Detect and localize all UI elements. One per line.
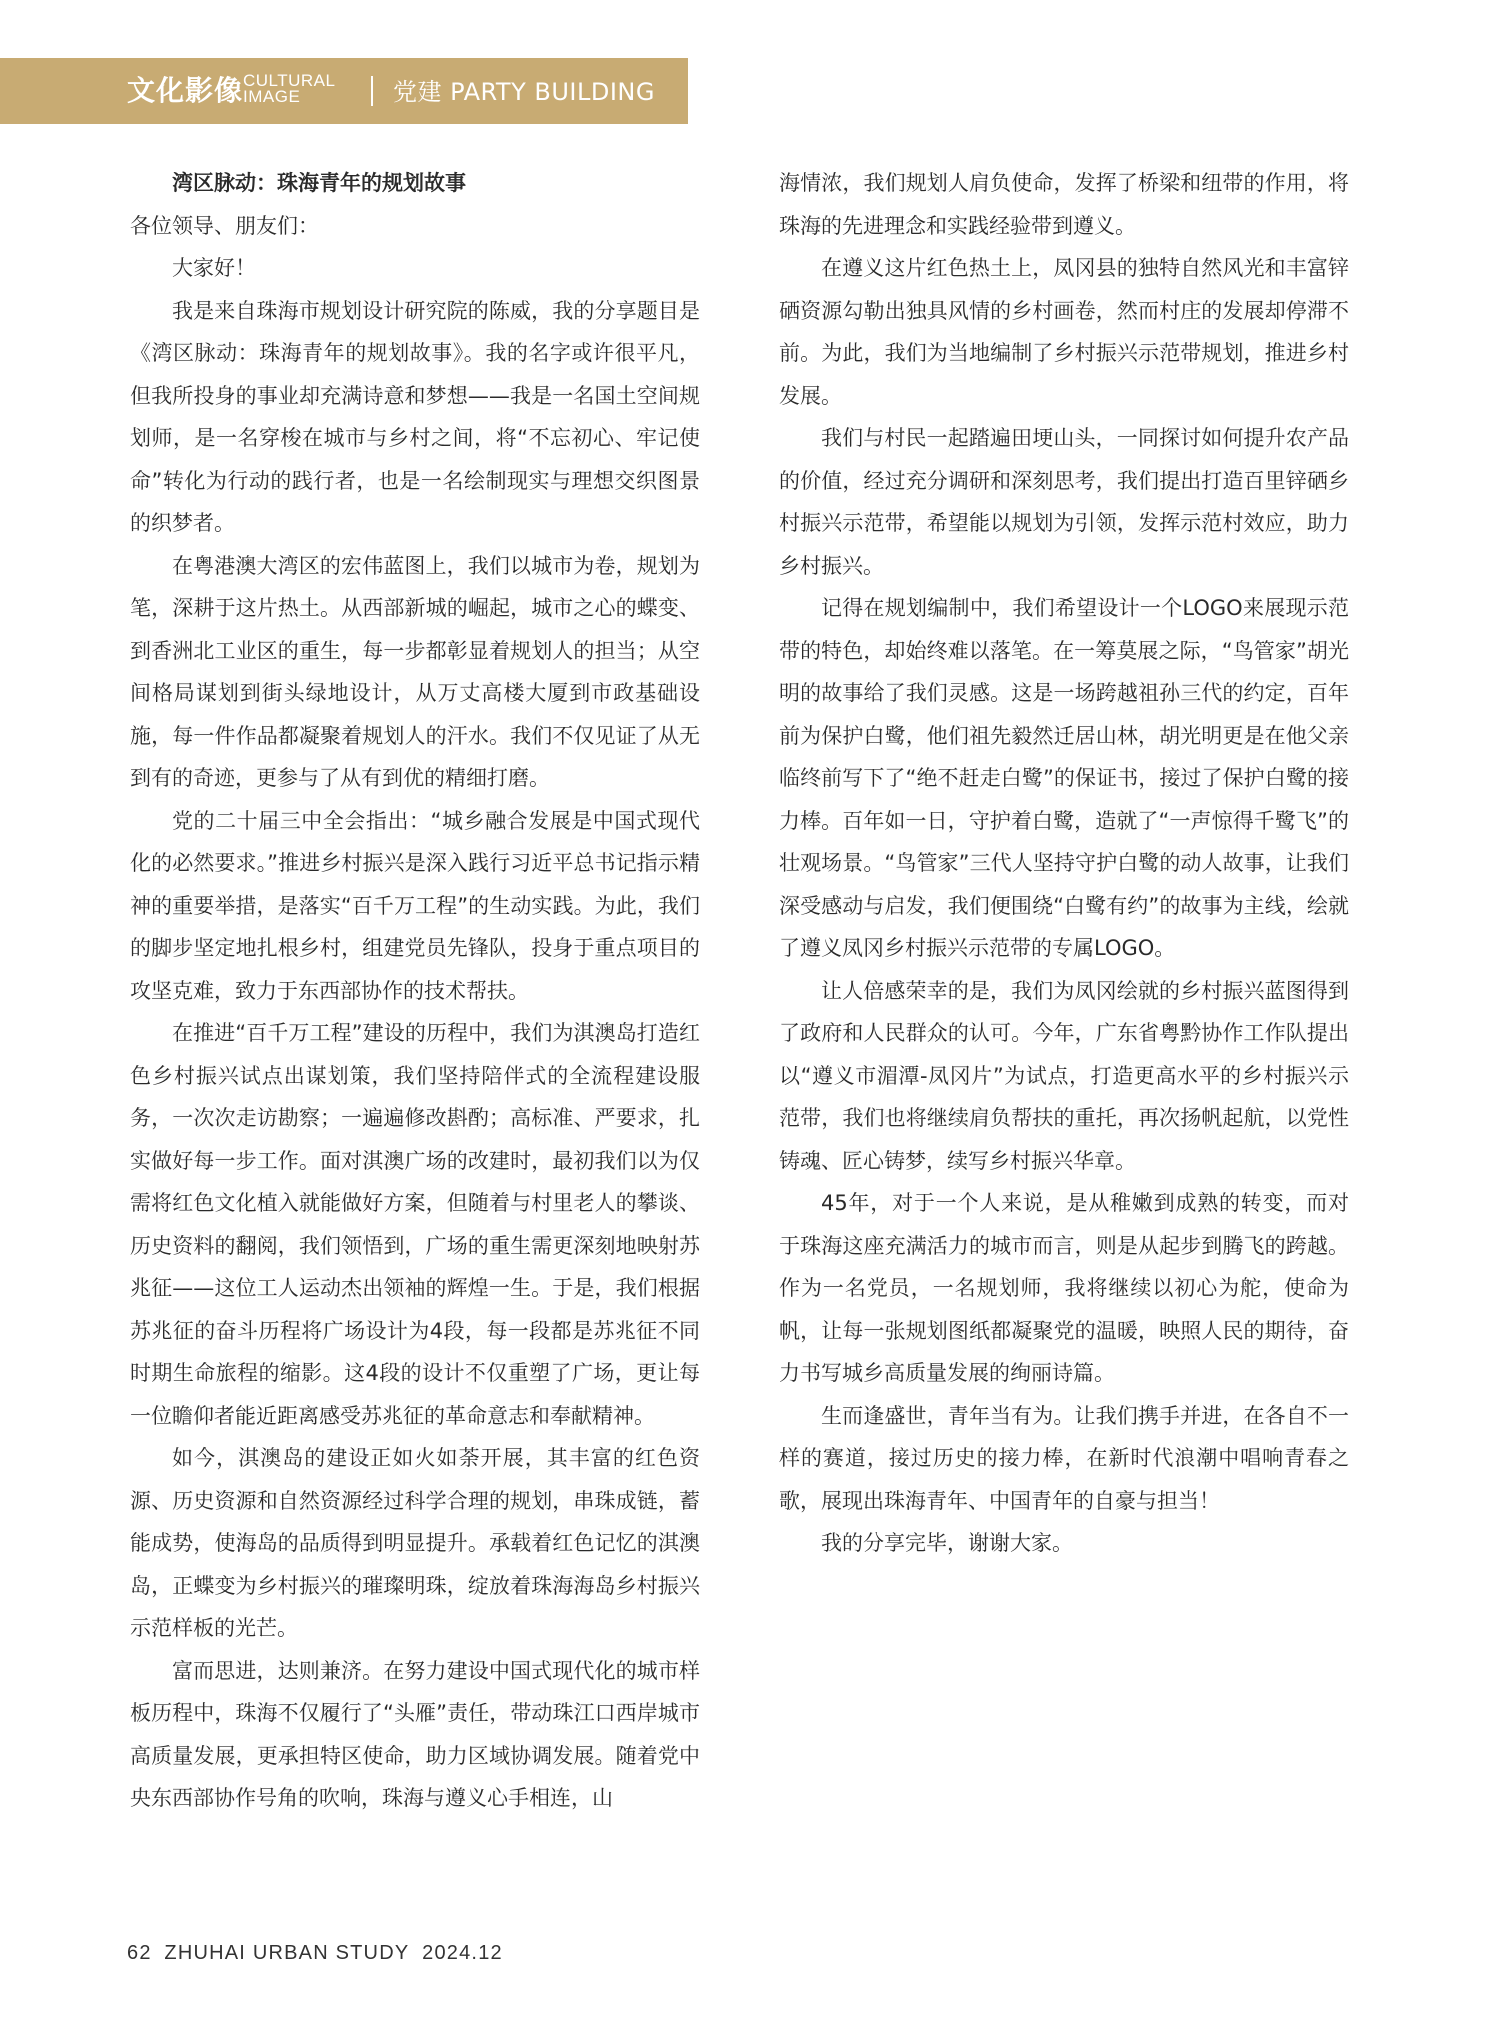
paragraph: 我们与村民一起踏遍田埂山头，一同探讨如何提升农产品的价值，经过充分调研和深刻思考，我们提出打造百里锌硒乡村振兴示范带，希望能以规划为引领，发挥示范村效应，助力乡村振兴。 [779, 426, 1349, 578]
paragraph: 海情浓，我们规划人肩负使命，发挥了桥梁和纽带的作用，将珠海的先进理念和实践经验带到遵义。 [779, 171, 1349, 238]
header-divider [371, 76, 373, 106]
section-header-bar [0, 58, 688, 124]
paragraph: 党的二十届三中全会指出：“城乡融合发展是中国式现代化的必然要求。”推进乡村振兴是深入践行习近平总书记指示精神的重要举措，是落实“百千万工程”的生动实践。为此，我们的脚步坚定地扎根乡村，组建党员先锋队，投身于重点项目的攻坚克难，致力于东西部协作的技术帮扶。 [130, 808, 700, 1003]
section-title-en [243, 73, 335, 105]
publication-name: ZHUHAI URBAN STUDY [164, 1942, 410, 1964]
article-title: 湾区脉动：珠海青年的规划故事 [172, 171, 466, 195]
right-column [779, 162, 1349, 1565]
page-footer [127, 1942, 509, 1965]
paragraph: 我的分享完毕，谢谢大家。 [821, 1531, 1073, 1555]
paragraph: 在粤港澳大湾区的宏伟蓝图上，我们以城市为卷，规划为笔，深耕于这片热土。从西部新城的崛起，城市之心的蝶变、到香洲北工业区的重生，每一步都彰显着规划人的担当；从空间格局谋划到街头绿地设计，从万丈高楼大厦到市政基础设施，每一件作品都凝聚着规划人的汗水。我们不仅见证了从无到有的奇迹，更参与了从有到优的精细打磨。 [130, 553, 700, 790]
paragraph: 在遵义这片红色热土上，凤冈县的独特自然风光和丰富锌硒资源勾勒出独具风情的乡村画卷，然而村庄的发展却停滞不前。为此，我们为当地编制了乡村振兴示范带规划，推进乡村发展。 [779, 256, 1349, 408]
section-title-en-line2: IMAGE [243, 87, 301, 106]
issue-date: 2024.12 [422, 1942, 503, 1964]
paragraph: 富而思进，达则兼济。在努力建设中国式现代化的城市样板历程中，珠海不仅履行了“头雁”责任，带动珠江口西岸城市高质量发展，更承担特区使命，助力区域协调发展。随着党中央东西部协作号角的吹响，珠海与遵义心手相连，山 [130, 1658, 700, 1810]
paragraph: 45年，对于一个人来说，是从稚嫩到成熟的转变，而对于珠海这座充满活力的城市而言，则是从起步到腾飞的跨越。作为一名党员，一名规划师，我将继续以初心为舵，使命为帆，让每一张规划图纸都凝聚党的温暖，映照人民的期待，奋力书写城乡高质量发展的绚丽诗篇。 [779, 1191, 1349, 1385]
paragraph: 大家好！ [172, 256, 256, 280]
paragraph: 如今，淇澳岛的建设正如火如荼开展，其丰富的红色资源、历史资源和自然资源经过科学合理的规划，串珠成链，蓄能成势，使海岛的品质得到明显提升。承载着红色记忆的淇澳岛，正蝶变为乡村振兴的璀璨明珠，绽放着珠海海岛乡村振兴示范样板的光芒。 [130, 1446, 700, 1640]
section-title-en-line1: CULTURAL [243, 71, 336, 90]
section-title-cn: 文化影像 [127, 74, 244, 107]
paragraph: 让人倍感荣幸的是，我们为凤冈绘就的乡村振兴蓝图得到了政府和人民群众的认可。今年，广东省粤黔协作工作队提出以“遵义市湄潭-凤冈片”为试点，打造更高水平的乡村振兴示范带，我们也将继续肩负帮扶的重托，再次扬帆起航，以党性铸魂、匠心铸梦，续写乡村振兴华章。 [779, 978, 1349, 1173]
paragraph: 生而逢盛世，青年当有为。让我们携手并进，在各自不一样的赛道，接过历史的接力棒，在新时代浪潮中唱响青春之歌，展现出珠海青年、中国青年的自豪与担当！ [779, 1403, 1349, 1513]
paragraph: 在推进“百千万工程”建设的历程中，我们为淇澳岛打造红色乡村振兴试点出谋划策，我们坚持陪伴式的全流程建设服务，一次次走访勘察；一遍遍修改斟酌；高标准、严要求，扎实做好每一步工作。面对淇澳广场的改建时，最初我们以为仅需将红色文化植入就能做好方案，但随着与村里老人的攀谈、历史资料的翻阅，我们领悟到，广场的重生需更深刻地映射苏兆征——这位工人运动杰出领袖的辉煌一生。于是，我们根据苏兆征的奋斗历程将广场设计为4段，每一段都是苏兆征不同时期生命旅程的缩影。这4段的设计不仅重塑了广场，更让每一位瞻仰者能近距离感受苏兆征的革命意志和奉献精神。 [130, 1021, 700, 1428]
paragraph: 各位领导、朋友们： [130, 213, 319, 238]
paragraph: 记得在规划编制中，我们希望设计一个LOGO来展现示范带的特色，却始终难以落笔。在一筹莫展之际，“鸟管家”胡光明的故事给了我们灵感。这是一场跨越祖孙三代的约定，百年前为保护白鹭，他们祖先毅然迁居山林，胡光明更是在他父亲临终前写下了“绝不赶走白鹭”的保证书，接过了保护白鹭的接力棒。百年如一日，守护着白鹭，造就了“一声惊得千鹭飞”的壮观场景。“鸟管家”三代人坚持守护白鹭的动人故事，让我们深受感动与启发，我们便围绕“白鹭有约”的故事为主线，绘就了遵义凤冈乡村振兴示范带的专属LOGO。 [779, 596, 1349, 960]
category-label: 党建 PARTY BUILDING [393, 78, 655, 106]
paragraph: 我是来自珠海市规划设计研究院的陈威，我的分享题目是《湾区脉动：珠海青年的规划故事》。我的名字或许很平凡，但我所投身的事业却充满诗意和梦想——我是一名国土空间规划师，是一名穿梭在城市与乡村之间，将“不忘初心、牢记使命”转化为行动的践行者，也是一名绘制现实与理想交织图景的织梦者。 [130, 298, 700, 535]
left-column [130, 162, 700, 1820]
page-number: 62 [127, 1942, 152, 1964]
